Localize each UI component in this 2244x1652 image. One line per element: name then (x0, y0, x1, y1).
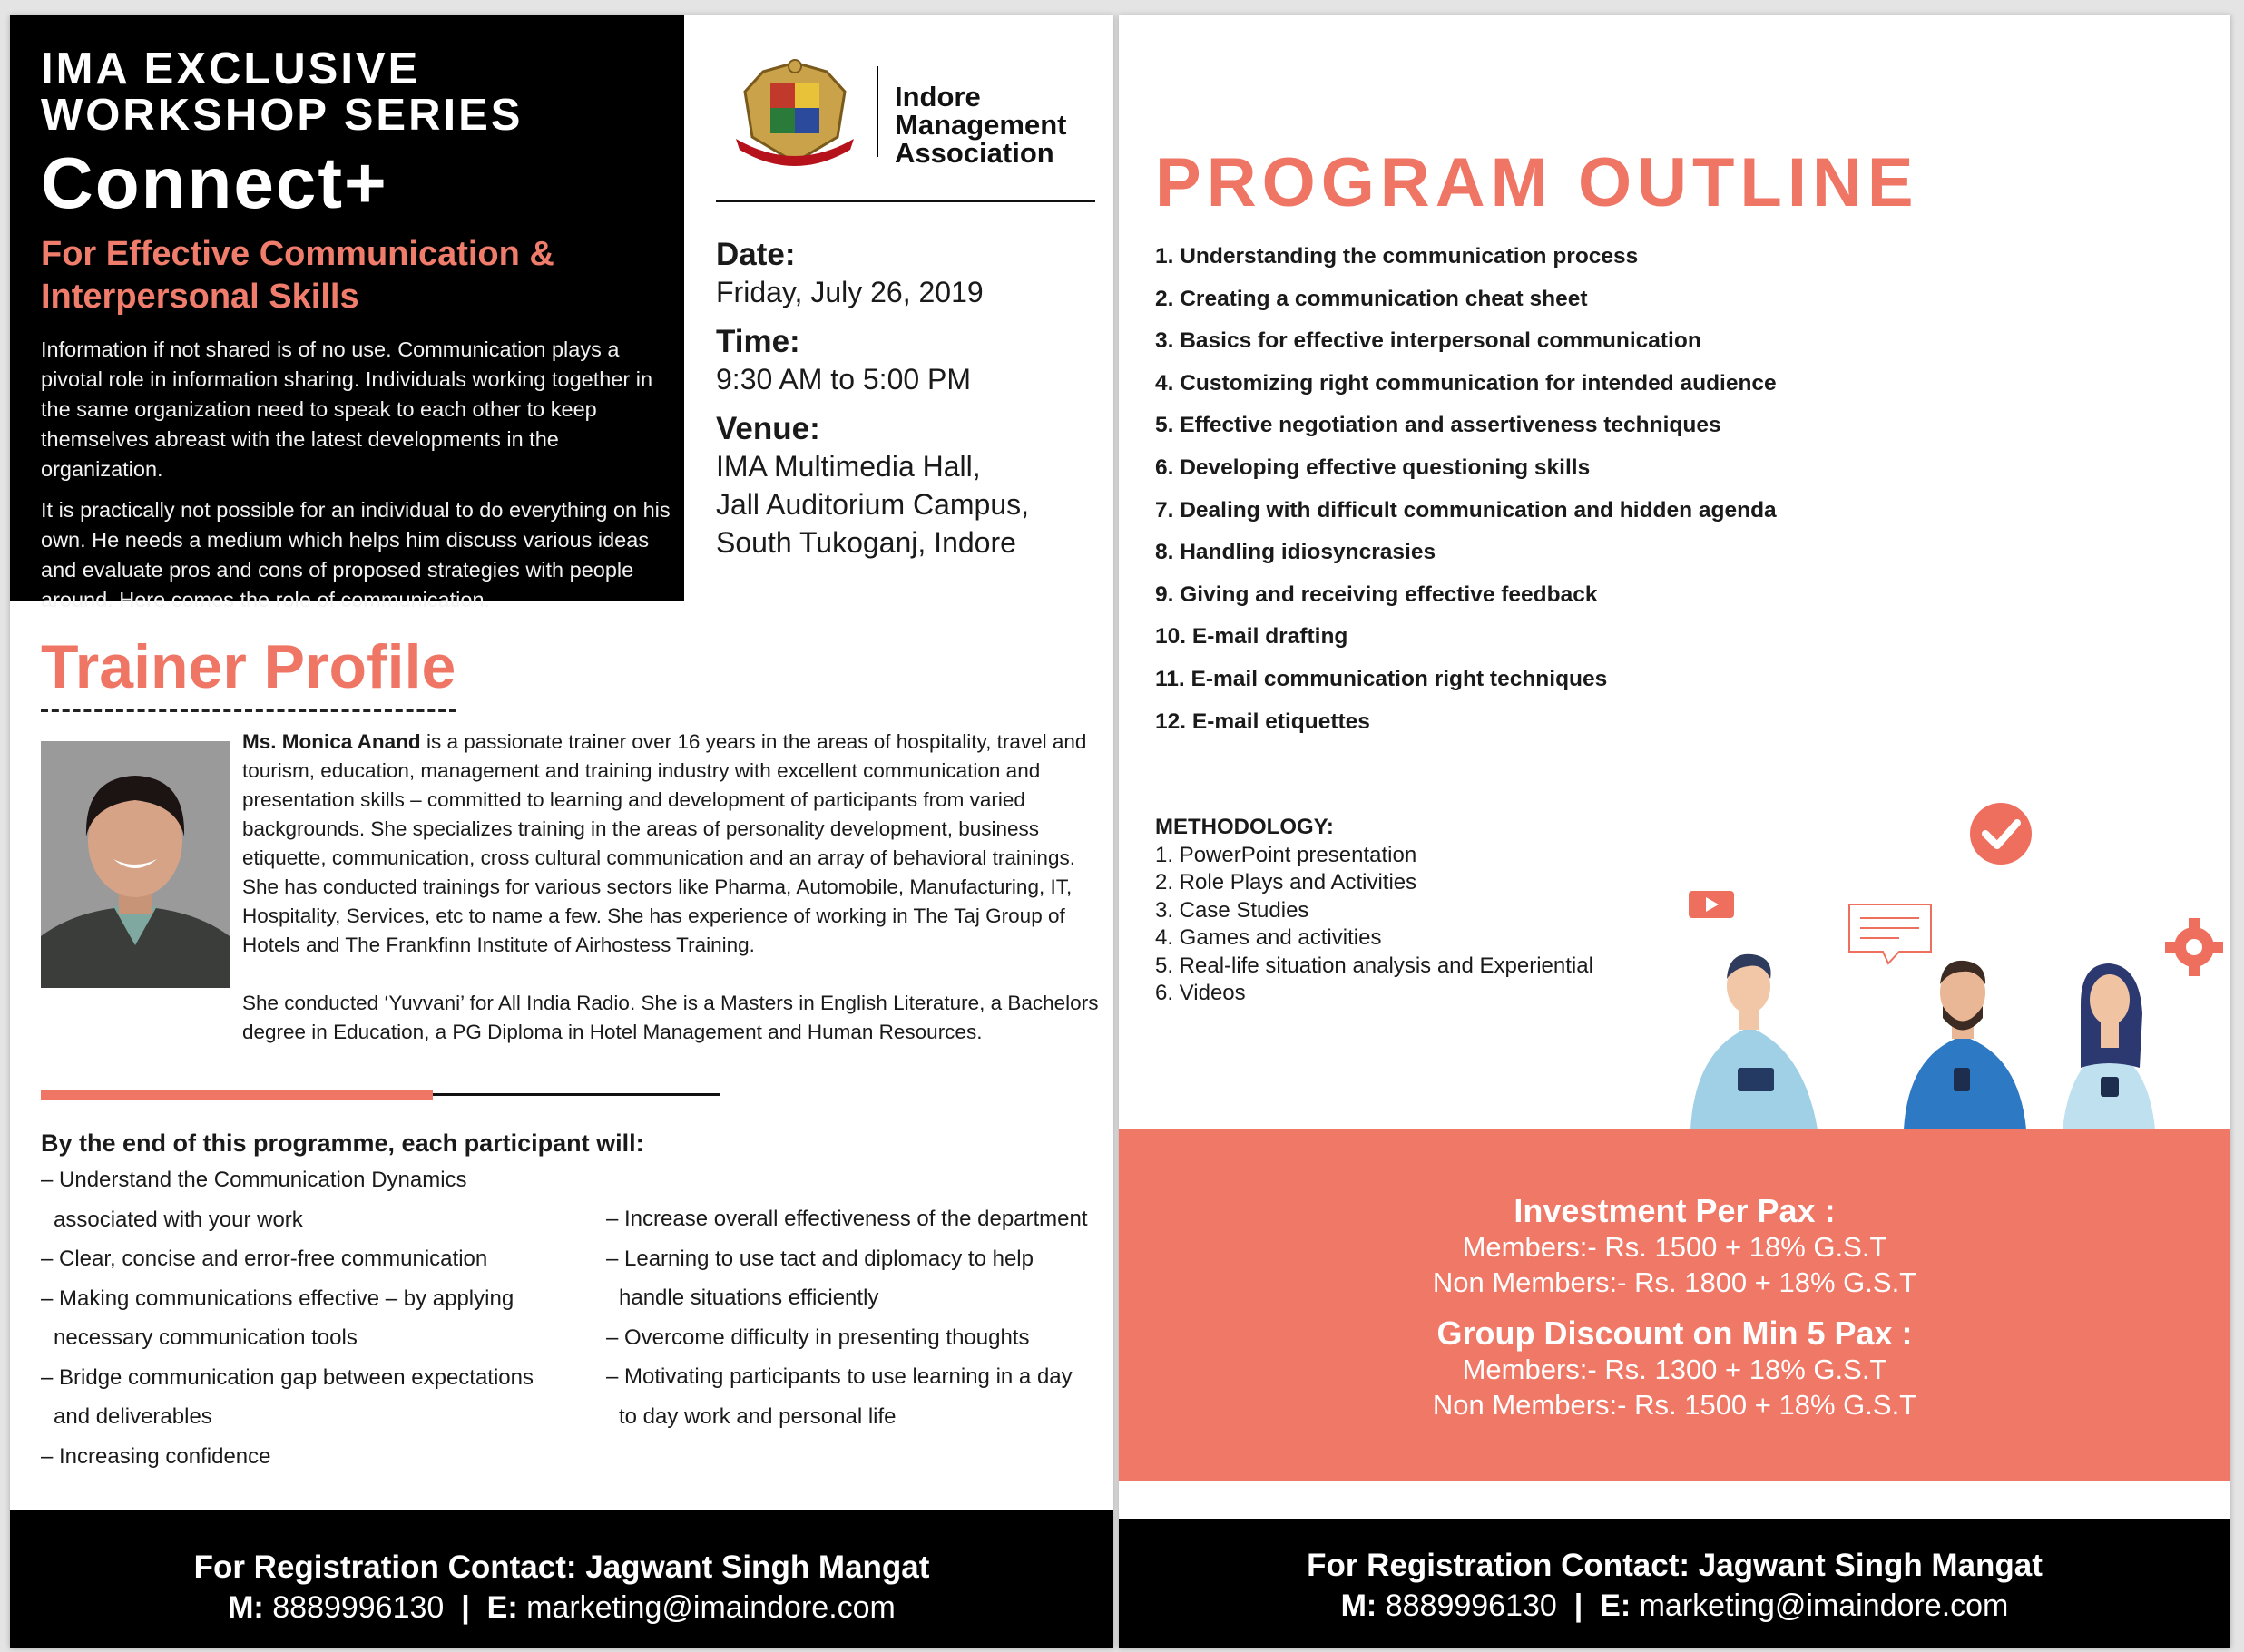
dashed-divider (41, 709, 456, 712)
logo-line-1: Indore (895, 81, 981, 112)
methodology-item: 1. PowerPoint presentation (1155, 842, 1417, 867)
contact-details (1119, 1586, 2230, 1626)
group-discount-heading: Group Discount on Min 5 Pax : (1436, 1315, 1913, 1352)
date-value: Friday, July 26, 2019 (716, 276, 984, 308)
outcome-line: – Increase overall effectiveness of the department (606, 1207, 1088, 1231)
thin-rule (433, 1093, 720, 1096)
ima-crest-icon (727, 55, 863, 173)
outcome-line: handle situations efficiently (619, 1285, 879, 1310)
trainer-bio-text-1: is a passionate trainer over 16 years in the areas of hospitality, travel and tourism, education, management and training industry with excellent communication and presentation skills – committed to learning and development of participants from varied backgrounds. She specializes training in the areas of personality development, business etiquette, communication, cross cultural communication and an array of behavioral trainings. She has conducted trainings for various sectors like Pharma, Automobile, Manufacturing, IT, Hospitality, Services, etc to name a few. She has experience of working in The Taj Group of Hotels and The Frankfinn Institute of Airhostess Training. (242, 730, 1087, 956)
outcome-line: – Increasing confidence (41, 1443, 271, 1469)
person-right-figure (2063, 963, 2155, 1129)
venue-value (716, 447, 1106, 562)
gear-icon (2165, 918, 2223, 976)
outline-item: 11. E-mail communication right techniques (1155, 666, 1608, 691)
methodology-item: 5. Real-life situation analysis and Experiential (1155, 953, 1593, 978)
email-label: E: (1600, 1588, 1632, 1623)
outline-item: 9. Giving and receiving effective feedback (1155, 582, 1598, 607)
details-divider (716, 200, 1095, 202)
outcome-line: – Motivating participants to use learning in a day (606, 1364, 1073, 1389)
phone-number: 8889996130 (272, 1590, 445, 1625)
investment-heading: Investment Per Pax : (1514, 1192, 1836, 1229)
outcomes-right-column (606, 1199, 1113, 1436)
outcome-line: necessary communication tools (54, 1325, 358, 1350)
outcome-line: and deliverables (54, 1404, 212, 1429)
contact-separator: | (461, 1590, 470, 1625)
email-address: marketing@imaindore.com (526, 1590, 896, 1625)
series-line-1: IMA EXCLUSIVE (41, 44, 421, 93)
venue-line-2: Jall Auditorium Campus, (716, 488, 1030, 521)
intro-paragraph-1: Information if not shared is of no use. Communication plays a pivotal role in information sharing. Individuals working together in the same organization need to speak to each other to keep themselves abreast with the latest developments in the organization. (41, 337, 653, 481)
trainer-portrait-icon (41, 741, 230, 988)
outcome-line: – Overcome difficulty in presenting thoughts (606, 1325, 1030, 1350)
logo-line-3: Association (895, 137, 1054, 169)
outcome-line: – Bridge communication gap between expectations (41, 1364, 534, 1390)
outcome-line: – Clear, concise and error-free communication (41, 1246, 488, 1271)
venue-label: Venue: (716, 411, 820, 446)
contact-details (10, 1588, 1113, 1628)
outcomes-title: By the end of this programme, each participant will: (41, 1129, 644, 1157)
group-non-members-price: Non Members:- Rs. 1500 + 18% G.S.T (1432, 1389, 1917, 1421)
workshop-subtitle: For Effective Communication & Interpersonal Skills (41, 235, 554, 316)
methodology-item: 3. Case Studies (1155, 897, 1309, 923)
event-details (716, 224, 1106, 562)
outcome-line: to day work and personal life (619, 1403, 897, 1429)
mobile-label: M: (228, 1590, 264, 1625)
methodology-title: METHODOLOGY: (1155, 815, 1334, 839)
trainer-photo (41, 741, 230, 988)
intro-text (41, 335, 671, 626)
outcome-line: – Learning to use tact and diplomacy to help (606, 1246, 1034, 1271)
left-flyer-page (10, 15, 1113, 1648)
person-left-figure (1690, 954, 1818, 1129)
pricing-band (1119, 1129, 2230, 1481)
right-flyer-page (1119, 15, 2230, 1648)
outline-item: 12. E-mail etiquettes (1155, 709, 1370, 734)
mobile-label: M: (1340, 1588, 1377, 1623)
accent-rule (41, 1090, 433, 1100)
program-outline-heading: PROGRAM OUTLINE (1155, 144, 1919, 221)
program-outline-list (1155, 236, 1881, 743)
person-middle-figure (1904, 961, 2026, 1129)
methodology-section (1155, 814, 1700, 1008)
methodology-item: 4. Games and activities (1155, 925, 1382, 950)
trainer-profile-heading: Trainer Profile (41, 632, 456, 701)
methodology-item: 2. Role Plays and Activities (1155, 870, 1417, 894)
outline-item: 6. Developing effective questioning skills (1155, 455, 1591, 480)
logo-divider (877, 66, 878, 157)
outline-item: 3. Basics for effective interpersonal communication (1155, 328, 1701, 354)
outline-item: 8. Handling idiosyncrasies (1155, 540, 1436, 565)
members-price: Members:- Rs. 1500 + 18% G.S.T (1462, 1231, 1887, 1263)
venue-line-1: IMA Multimedia Hall, (716, 450, 981, 483)
logo-line-2: Management (895, 109, 1067, 141)
logo-wordmark (895, 83, 1066, 167)
outline-item: 7. Dealing with difficult communication and hidden agenda (1155, 497, 1777, 523)
trainer-bio (242, 728, 1104, 1076)
email-address: marketing@imaindore.com (1639, 1588, 2009, 1623)
chat-bubble-icon (1849, 904, 1931, 963)
registration-contact: For Registration Contact: Jagwant Singh Mangat (1307, 1548, 2043, 1583)
outline-item: 4. Customizing right communication for intended audience (1155, 370, 1777, 396)
trainer-bio-paragraph-2: She conducted ‘Yuvvani’ for All India Radio. She is a Masters in English Literature, a Bachelors degree in Education, a PG Diploma in Hotel Management and Human Resources. (242, 992, 1099, 1043)
team-illustration (1681, 777, 2230, 1140)
email-label: E: (486, 1590, 518, 1625)
outcome-line: – Understand the Communication Dynamics (41, 1168, 467, 1192)
ima-logo (727, 55, 1108, 173)
time-value: 9:30 AM to 5:00 PM (716, 363, 972, 396)
outline-item: 5. Effective negotiation and assertiveness techniques (1155, 413, 1721, 438)
trainer-name: Ms. Monica Anand (242, 730, 421, 753)
series-line-2: WORKSHOP SERIES (41, 91, 524, 140)
series-title (41, 46, 523, 139)
outline-item: 1. Understanding the communication process (1155, 244, 1639, 269)
registration-contact: For Registration Contact: Jagwant Singh Mangat (193, 1549, 930, 1585)
group-members-price: Members:- Rs. 1300 + 18% G.S.T (1462, 1354, 1887, 1385)
methodology-item: 6. Videos (1155, 981, 1246, 1005)
hero-panel (10, 15, 684, 611)
contact-separator: | (1573, 1588, 1583, 1623)
outcome-line: – Making communications effective – by applying (41, 1285, 514, 1311)
phone-number: 8889996130 (1385, 1588, 1557, 1623)
outcomes-left-column (41, 1160, 567, 1476)
registration-footer (1119, 1519, 2230, 1648)
video-play-icon (1689, 891, 1734, 918)
non-members-price: Non Members:- Rs. 1800 + 18% G.S.T (1432, 1266, 1917, 1298)
venue-line-3: South Tukoganj, Indore (716, 526, 1016, 559)
trainer-bio-paragraph-1 (242, 728, 1104, 960)
intro-paragraph-2: It is practically not possible for an individual to do everything on his own. He needs a medium which helps him discuss various ideas and evaluate pros and cons of proposed strategies with people around. Here comes the role of communication. (41, 498, 671, 611)
registration-footer (10, 1510, 1113, 1648)
check-circle-icon (1970, 803, 2032, 865)
workshop-brand: Connect+ (41, 142, 388, 223)
time-label: Time: (716, 324, 800, 359)
date-label: Date: (716, 237, 796, 272)
outcome-line: associated with your work (54, 1207, 303, 1232)
outline-item: 2. Creating a communication cheat sheet (1155, 286, 1588, 311)
outline-item: 10. E-mail drafting (1155, 624, 1348, 650)
